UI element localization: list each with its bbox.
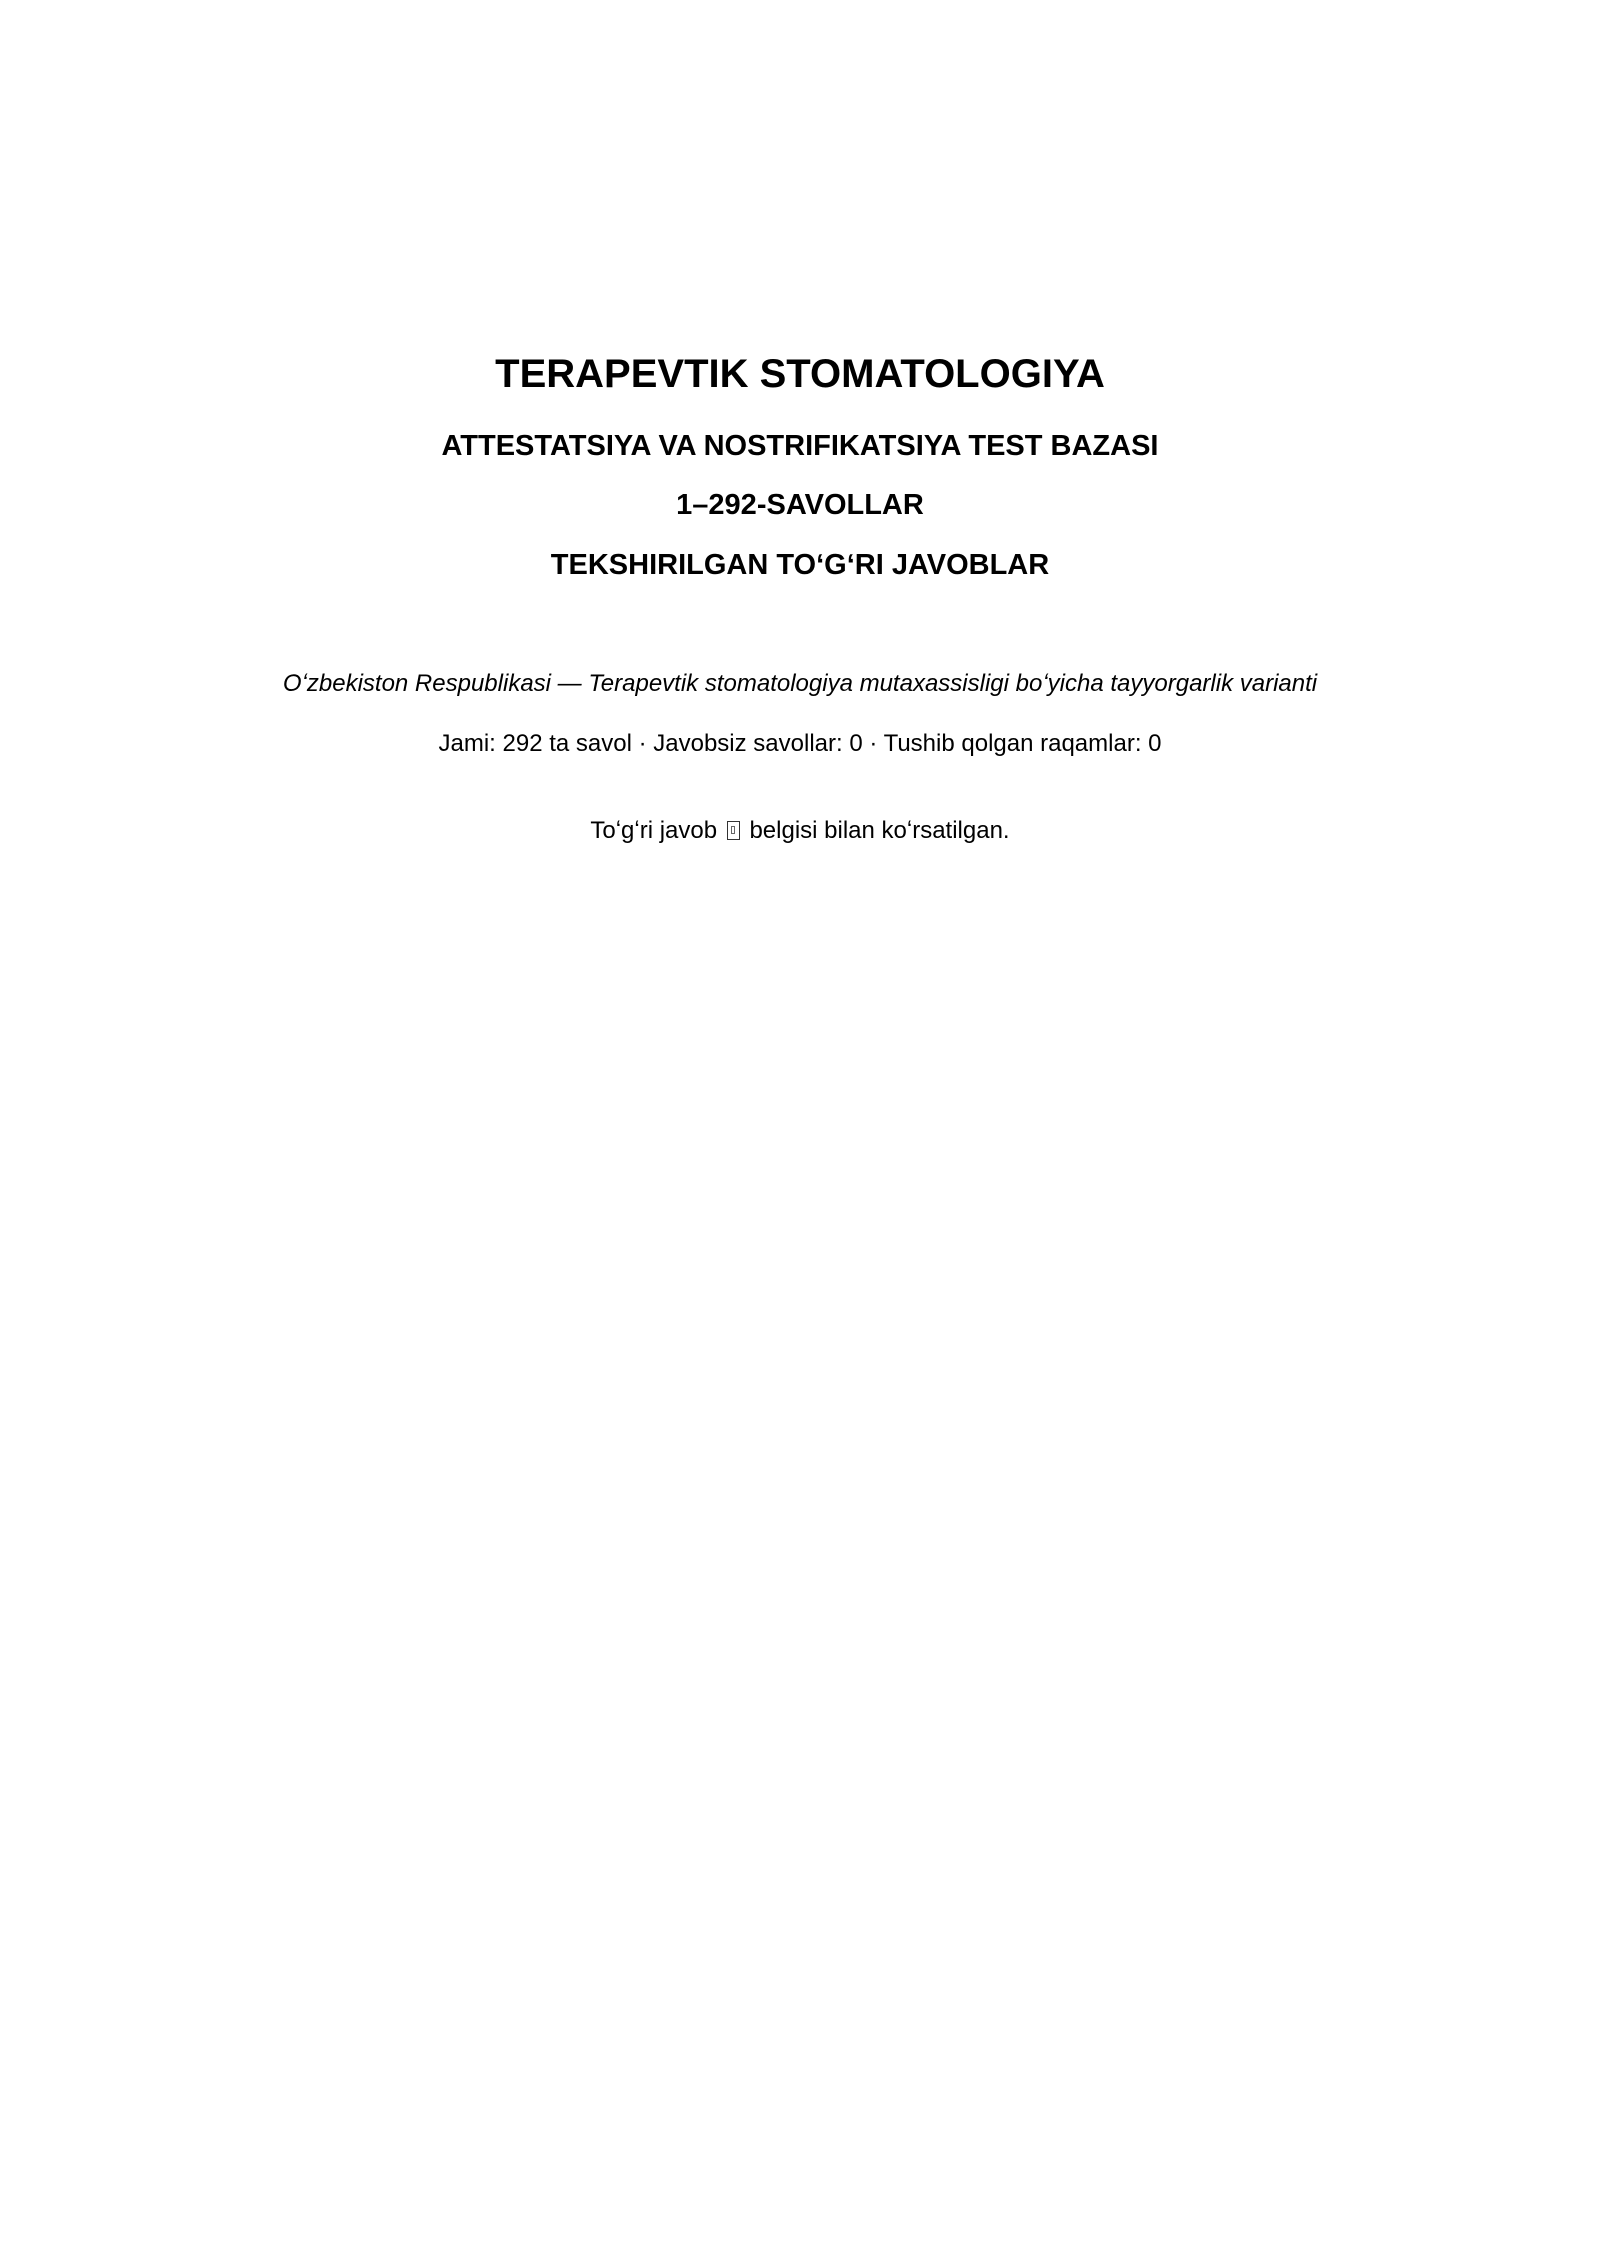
document-title: TERAPEVTIK STOMATOLOGIYA <box>495 352 1105 396</box>
answer-legend-text-after: belgisi bilan koʻrsatilgan. <box>749 817 1010 844</box>
document-subtitle-test-base: ATTESTATSIYA VA NOSTRIFIKATSIYA TEST BAZASI <box>441 430 1159 462</box>
answer-legend-text-before: Toʻgʻri javob <box>590 817 718 844</box>
document-intro: Oʻzbekiston Respublikasi — Terapevtik stomatologiya mutaxassisligi boʻyicha tayyorgarlik varianti <box>282 670 1318 697</box>
answer-legend <box>0 817 1600 845</box>
document-stats: Jami: 292 ta savol · Javobsiz savollar: 0 · Tushib qolgan raqamlar: 0 <box>438 730 1162 757</box>
document-subtitle-question-range: 1–292-SAVOLLAR <box>676 489 924 521</box>
document-subtitle-verified-answers: TEKSHIRILGAN TOʻGʻRI JAVOBLAR <box>550 549 1050 581</box>
missing-glyph-icon <box>727 821 740 840</box>
